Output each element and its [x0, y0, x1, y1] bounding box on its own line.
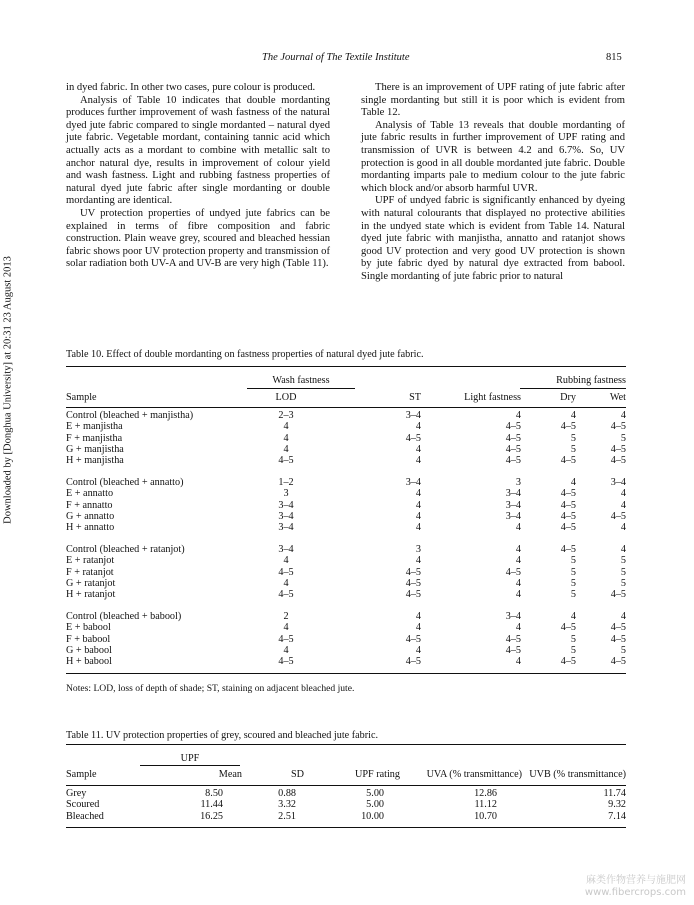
col-header: UPF rating [355, 769, 400, 780]
table-cell: 4–5 [560, 656, 576, 668]
table-cell: 5 [570, 555, 576, 567]
table-cell: 3 [283, 488, 289, 500]
table11-top-rule [66, 744, 626, 745]
table-row [66, 578, 626, 589]
table-cell: 4 [515, 410, 521, 421]
table10-wash-header: Wash fastness [272, 375, 330, 386]
table-cell: 2–3 [278, 410, 294, 421]
table-cell: 7.14 [608, 810, 626, 822]
page-number: 815 [606, 52, 622, 63]
table-cell: 4 [515, 555, 521, 567]
table-cell: 8.50 [205, 788, 223, 799]
table-row [66, 788, 626, 799]
table-row [66, 544, 626, 555]
table-cell: 4 [620, 410, 626, 421]
table-row [66, 455, 626, 466]
table-cell: 4 [515, 577, 521, 589]
table-cell: 5 [570, 589, 576, 601]
table-row [66, 477, 626, 488]
table-cell: H + babool [66, 656, 112, 668]
table-cell: 5 [620, 644, 626, 656]
col-header: Sample [66, 769, 97, 780]
watermark-line: www.fibercrops.com [584, 887, 686, 898]
paragraph: Analysis of Table 13 reveals that double mordanting of jute fabric results in further improvement of UPF rating and transmission of UVR is between 4.2 and 6.7%. So, UV protection is good in all double mordanted jute fabric. Double mordanting imparts pale to medium colour to the jute fabric which block and/or absorb harmful UVR. [361, 119, 625, 194]
table-cell: 5 [620, 555, 626, 567]
paragraph: UPF of undyed fabric is significantly enhanced by dyeing with natural colourants that displayed no protective abilities in the undyed state which is evident from Table 14. Natural dyed jute fabric with manjistha, annatto and ratanjot shows good UV protection and very good UV protection is shown by jute fabric dyed by natural dye extracted from babool. Single mordanting of jute fabric prior to natural [361, 195, 625, 282]
table-cell: 5.00 [366, 788, 384, 799]
col-header: Dry [560, 392, 576, 403]
table-cell: 4 [283, 432, 289, 444]
table-cell: 4 [515, 543, 521, 555]
table-cell: 5 [570, 633, 576, 645]
table-row [66, 555, 626, 566]
table-cell: 4–5 [610, 633, 626, 645]
download-notice-text: Downloaded by [Donghua University] at 20:31 23 August 2013 [2, 256, 14, 524]
table-row [66, 567, 626, 578]
table-cell: 4 [283, 622, 289, 634]
table-cell: H + ratanjot [66, 589, 116, 601]
table-cell: 4–5 [405, 566, 421, 578]
table-cell: 4–5 [405, 633, 421, 645]
table-cell: 4–5 [505, 455, 521, 467]
col-header: UVB (% transmittance) [529, 769, 626, 780]
table-cell: 3–4 [505, 499, 521, 511]
table11-header-rule [66, 785, 626, 786]
table-cell: Control (bleached + annatto) [66, 476, 184, 488]
table-cell: 10.00 [361, 810, 384, 822]
table-cell: 4–5 [610, 510, 626, 522]
table-cell: 2.51 [278, 810, 296, 822]
table-cell: 4–5 [405, 577, 421, 589]
table-cell: 4 [620, 543, 626, 555]
table-cell: G + babool [66, 644, 112, 656]
table-cell: 4–5 [505, 566, 521, 578]
table-cell: 11.44 [200, 799, 223, 811]
table-cell: 4–5 [610, 589, 626, 601]
table-cell: G + annatto [66, 510, 115, 522]
watermark-line: 麻类作物营养与施肥网 [586, 875, 686, 886]
table-cell: 4 [283, 644, 289, 656]
table-cell: 4 [570, 410, 576, 421]
paragraph: Analysis of Table 10 indicates that double mordanting produces further improvement of wash fastness of the natural dyed jute fabric compared to single mordanted – natural dyed jute fabric. Vegetable mordant, containing tannic acid which actually acts as a mordant to combine with metallic salt to anchor natural dye, results in improvement of colour yield and wash fastness. Light and rubbing fastness properties of natural dyed jute fabric after single mordanting or double mordanting are identical. [66, 94, 330, 207]
table-cell: 3 [515, 476, 521, 488]
table-cell: H + annatto [66, 522, 115, 534]
table-cell: 4 [415, 421, 421, 433]
table10-bottom-rule [66, 673, 626, 674]
table-cell: 4–5 [405, 589, 421, 601]
table-cell: 11.74 [603, 788, 626, 799]
table-cell: 4 [620, 610, 626, 622]
table-cell: 4 [415, 644, 421, 656]
table-cell: 4 [415, 555, 421, 567]
table-cell: E + annatto [66, 488, 114, 500]
table-cell: 0.88 [278, 788, 296, 799]
table-cell: 4 [515, 522, 521, 534]
table-cell: 3–4 [610, 476, 626, 488]
table10-caption: Table 10. Effect of double mordanting on fastness properties of natural dyed jute fabric. [66, 349, 424, 360]
table-cell: 4 [570, 610, 576, 622]
table-cell: 4–5 [278, 455, 294, 467]
table-cell: 5.00 [366, 799, 384, 811]
table-cell: 5 [570, 577, 576, 589]
group-spacer [66, 600, 626, 611]
table10-top-rule [66, 366, 626, 367]
col-header: LOD [275, 392, 297, 403]
table-cell: 3–4 [278, 499, 294, 511]
paragraph: UV protection properties of undyed jute fabrics can be explained in terms of fibre composition and fabric construction. Plain weave grey, scoured and bleached hessian fabric shows poor UV protection property and transmission of solar radiation both UV-A and UV-B are very high (Table 11). [66, 207, 330, 270]
col-header: Sample [66, 392, 97, 403]
table-row [66, 634, 626, 645]
table-row [66, 645, 626, 656]
table-cell: 5 [620, 432, 626, 444]
table-row [66, 656, 626, 667]
table-cell: 4–5 [610, 622, 626, 634]
table-cell: 4 [283, 421, 289, 433]
table-cell: 12.86 [474, 788, 497, 799]
table-cell: 10.70 [474, 810, 497, 822]
table-cell: 11.12 [474, 799, 497, 811]
table-cell: H + manjistha [66, 455, 124, 467]
table-cell: 4–5 [610, 656, 626, 668]
table-row [66, 811, 626, 822]
table-cell: E + ratanjot [66, 555, 115, 567]
table-cell: Bleached [66, 810, 104, 822]
table-cell: 4 [283, 555, 289, 567]
table-cell: 4 [415, 499, 421, 511]
table11-bottom-rule [66, 827, 626, 828]
table-cell: 4 [515, 589, 521, 601]
download-notice [0, 170, 16, 610]
table-cell: 5 [620, 577, 626, 589]
table-cell: 4–5 [560, 622, 576, 634]
table-row [66, 500, 626, 511]
table-cell: 4–5 [505, 644, 521, 656]
table-row [66, 589, 626, 600]
table-cell: 3–4 [505, 488, 521, 500]
table10-header-table [66, 392, 626, 403]
table-cell: 2 [283, 610, 289, 622]
table-cell: 4–5 [560, 522, 576, 534]
table-cell: 5 [570, 644, 576, 656]
table-cell: 4 [415, 610, 421, 622]
table-cell: 4–5 [560, 510, 576, 522]
table-cell: Scoured [66, 799, 100, 811]
table-cell: 4–5 [560, 455, 576, 467]
col-header: SD [290, 769, 304, 780]
table10-rubbing-header: Rubbing fastness [556, 375, 626, 386]
table-cell: 4–5 [278, 633, 294, 645]
table-cell: E + manjistha [66, 421, 123, 433]
table-cell: Grey [66, 788, 87, 799]
table-cell: 4 [515, 656, 521, 668]
table-row [66, 433, 626, 444]
table-row [66, 488, 626, 499]
table-cell: 4–5 [405, 432, 421, 444]
table-cell: 4–5 [560, 488, 576, 500]
table-cell: 4 [570, 476, 576, 488]
table10-note: Notes: LOD, loss of depth of shade; ST, staining on adjacent bleached jute. [66, 683, 355, 694]
table11-caption: Table 11. UV protection properties of grey, scoured and bleached jute fabric. [66, 730, 379, 741]
table-cell: 3–4 [278, 510, 294, 522]
table-cell: 3 [415, 543, 421, 555]
table-cell: 4–5 [278, 656, 294, 668]
table-cell: 4 [620, 488, 626, 500]
table-cell: Control (bleached + ratanjot) [66, 543, 185, 555]
table-cell: 3–4 [505, 610, 521, 622]
table10-body [66, 410, 626, 667]
table-cell: 4–5 [405, 656, 421, 668]
table-row [66, 522, 626, 533]
table-cell: 4–5 [610, 443, 626, 455]
table-cell: 4 [415, 510, 421, 522]
table-cell: 3–4 [405, 410, 421, 421]
table-cell: 4 [283, 577, 289, 589]
table-row [66, 611, 626, 622]
table-row [66, 799, 626, 810]
table10-wash-rule [247, 388, 355, 389]
table-cell: 4–5 [505, 421, 521, 433]
table-row [66, 444, 626, 455]
table-row [66, 622, 626, 633]
group-spacer [66, 466, 626, 477]
table-cell: Control (bleached + manjistha) [66, 410, 194, 421]
table-cell: 4–5 [505, 443, 521, 455]
table-cell: G + ratanjot [66, 577, 116, 589]
table-cell: 5 [570, 566, 576, 578]
running-header-journal: The Journal of The Textile Institute [262, 52, 410, 63]
col-header: Wet [609, 392, 626, 403]
group-spacer [66, 533, 626, 544]
table-cell: 4–5 [560, 421, 576, 433]
table11-header-table [66, 769, 626, 780]
table-cell: 4 [515, 622, 521, 634]
table-cell: F + ratanjot [66, 566, 114, 578]
table11-upf-rule [140, 765, 240, 766]
watermark [585, 875, 686, 899]
table-cell: 3–4 [505, 510, 521, 522]
table-cell: 4–5 [560, 499, 576, 511]
table-cell: E + babool [66, 622, 111, 634]
table-cell: 4 [620, 499, 626, 511]
table-cell: 5 [620, 566, 626, 578]
table-cell: 4–5 [610, 421, 626, 433]
paragraph: in dyed fabric. In other two cases, pure colour is produced. [66, 82, 316, 93]
table-row [66, 410, 626, 421]
table-cell: G + manjistha [66, 443, 124, 455]
table-cell: 1–2 [278, 476, 294, 488]
table11-body [66, 788, 626, 822]
table-cell: 4 [415, 488, 421, 500]
table-cell: 3–4 [278, 543, 294, 555]
table-cell: 4–5 [610, 455, 626, 467]
table-cell: 4 [283, 443, 289, 455]
table-cell: F + annatto [66, 499, 113, 511]
table-cell: 3–4 [405, 476, 421, 488]
table-cell: 9.32 [608, 799, 626, 811]
table-cell: 4 [415, 622, 421, 634]
table-row [66, 511, 626, 522]
table10-rubbing-rule [520, 388, 626, 389]
table-cell: 5 [570, 432, 576, 444]
table-cell: Control (bleached + babool) [66, 610, 182, 622]
table-cell: 4–5 [505, 432, 521, 444]
table-cell: 4–5 [278, 566, 294, 578]
table11-upf-header: UPF [180, 753, 200, 764]
table-cell: 16.25 [200, 810, 223, 822]
table-cell: 4–5 [278, 589, 294, 601]
table-cell: 4 [620, 522, 626, 534]
table-cell: 4–5 [505, 633, 521, 645]
table10-header-rule [66, 407, 626, 408]
table-cell: 4 [415, 443, 421, 455]
right-text-column [361, 82, 625, 284]
col-header: UVA (% transmittance) [426, 769, 522, 780]
col-header: ST [409, 392, 421, 403]
table-cell: 3.32 [278, 799, 296, 811]
left-text-column [66, 82, 330, 271]
table-cell: 3–4 [278, 522, 294, 534]
table-cell: 5 [570, 443, 576, 455]
table-cell: F + babool [66, 633, 111, 645]
col-header: Mean [218, 769, 242, 780]
table-cell: 4–5 [560, 543, 576, 555]
paragraph: There is an improvement of UPF rating of jute fabric after single mordanting but still it is poor which is evident from Table 12. [361, 82, 625, 119]
table-cell: F + manjistha [66, 432, 123, 444]
col-header: Light fastness [464, 392, 521, 403]
table-cell: 4 [415, 522, 421, 534]
table-row [66, 421, 626, 432]
table-cell: 4 [415, 455, 421, 467]
